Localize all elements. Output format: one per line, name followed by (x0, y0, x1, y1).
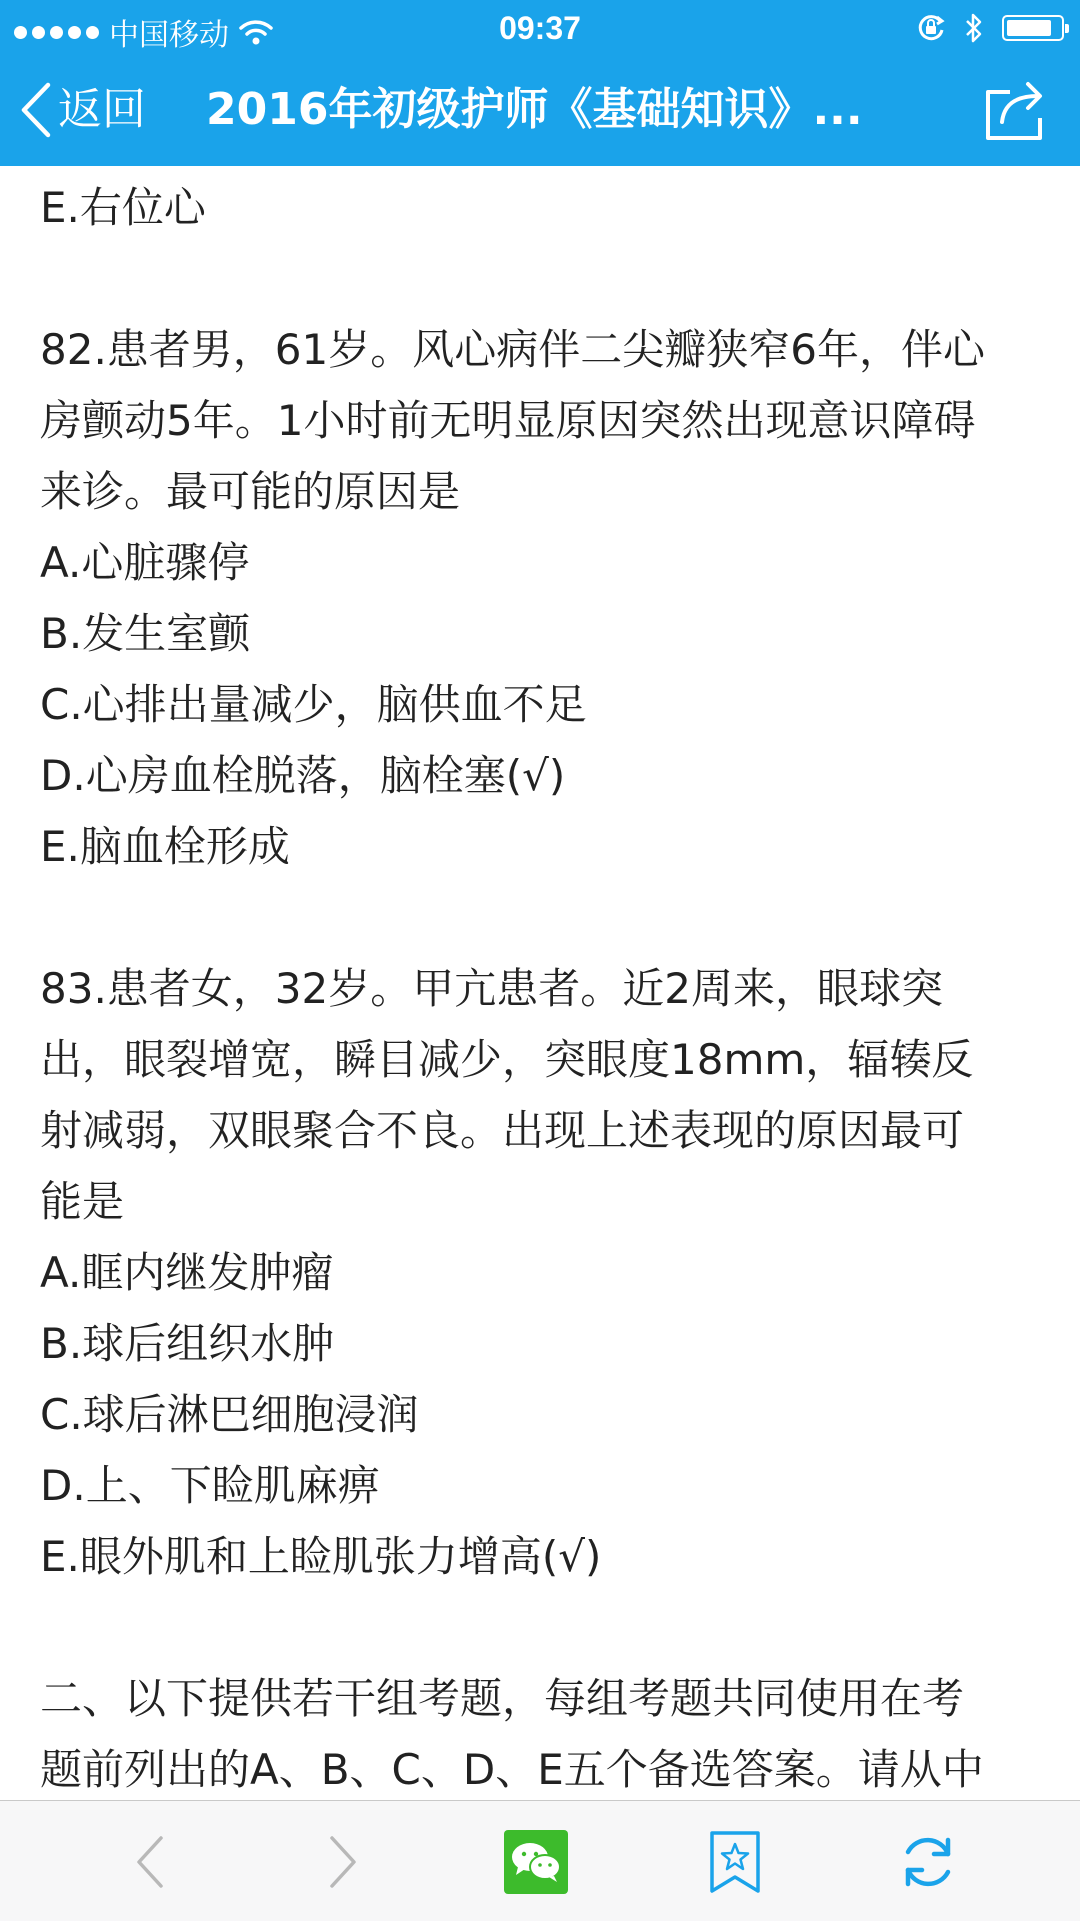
share-icon (980, 76, 1050, 146)
status-bar (0, 0, 1080, 54)
article-body (40, 172, 1040, 1800)
content-line: 房颤动5年。1小时前无明显原因突然出现意识障碍 (40, 396, 976, 445)
back-button[interactable] (18, 80, 146, 140)
content-line: 能是 (40, 1177, 125, 1226)
content-line: C.心排出量减少，脑供血不足 (40, 680, 587, 729)
refresh-icon (896, 1830, 960, 1894)
paragraph-gap (40, 243, 1040, 314)
status-right (916, 12, 1064, 44)
bookmark-star-icon (708, 1829, 762, 1895)
back-arrow-button[interactable] (117, 1829, 183, 1895)
rotation-lock-icon (916, 13, 946, 43)
carrier-label: 中国移动 (109, 19, 229, 52)
battery-fill (1007, 20, 1051, 36)
forward-arrow-icon (326, 1834, 360, 1890)
content-line: 出，眼裂增宽，瞬目减少，突眼度18mm，辐辏反 (40, 1035, 974, 1084)
back-arrow-icon (133, 1834, 167, 1890)
wechat-icon (504, 1830, 568, 1894)
battery-icon (1002, 15, 1064, 41)
status-time: 09:37 (499, 10, 581, 46)
content-line: A.心脏骤停 (40, 538, 250, 587)
content-line: A.眶内继发肿瘤 (40, 1248, 334, 1297)
content-line: E.脑血栓形成 (40, 822, 290, 871)
content-line: 题前列出的A、B、C、D、E五个备选答案。请从中 (40, 1745, 984, 1794)
content-line: E.眼外肌和上睑肌张力增高(√) (40, 1532, 602, 1581)
back-label: 返回 (58, 84, 146, 135)
paragraph-gap (40, 1592, 1040, 1663)
share-button[interactable] (980, 76, 1050, 146)
content-line: 83.患者女，32岁。甲亢患者。近2周来，眼球突 (40, 964, 943, 1013)
forward-arrow-button[interactable] (310, 1829, 376, 1895)
content-line: D.上、下睑肌麻痹 (40, 1461, 380, 1510)
paragraph-gap (40, 882, 1040, 953)
nav-bar (0, 54, 1080, 166)
bottom-toolbar (0, 1800, 1080, 1921)
content-line: C.球后淋巴细胞浸润 (40, 1390, 419, 1439)
content-line: 82.患者男，61岁。风心病伴二尖瓣狭窄6年，伴心 (40, 325, 985, 374)
content-line: 射减弱，双眼聚合不良。出现上述表现的原因最可 (40, 1106, 965, 1155)
content-line: B.发生室颤 (40, 609, 251, 658)
bookmark-button[interactable] (702, 1829, 768, 1895)
content-line: 来诊。最可能的原因是 (40, 467, 461, 516)
chevron-left-icon (18, 81, 52, 139)
wechat-button[interactable] (503, 1829, 569, 1895)
refresh-button[interactable] (895, 1829, 961, 1895)
bluetooth-icon (964, 12, 984, 44)
content-line: B.球后组织水肿 (40, 1319, 335, 1368)
content-line: E.右位心 (40, 183, 206, 232)
content-line: 二、以下提供若干组考题，每组考题共同使用在考 (40, 1674, 965, 1723)
page-title: 2016年初级护师《基础知识》... (206, 84, 863, 135)
content-line: D.心房血栓脱落，脑栓塞(√) (40, 751, 566, 800)
article-content[interactable] (0, 166, 1080, 1800)
